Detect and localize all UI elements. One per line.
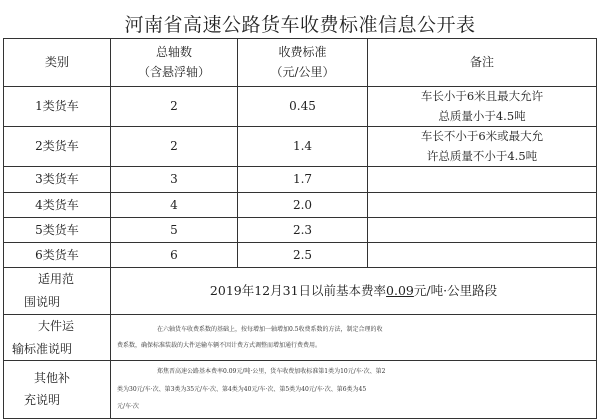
header-remarks: 备注	[368, 39, 597, 87]
row-category: 1类货车	[4, 87, 111, 127]
row-rate: 1.7	[238, 167, 368, 193]
table-row	[4, 87, 597, 127]
remark-line2: 许总质量不小于4.5吨	[426, 148, 538, 163]
remark-line1: 车长不小于6米或最大允	[420, 129, 544, 144]
other-text-line2: 类为30元/车·次、第3类为35元/车·次、第4类为40元/车·次、第5类为40元/车·次、第6类为45	[117, 385, 367, 393]
row-category: 5类货车	[4, 218, 111, 243]
scope-label	[4, 268, 111, 315]
row-remark	[368, 127, 597, 167]
scope-row	[4, 268, 597, 315]
other-text-line1: 郑焦晋高速公路基本费率0.09元/吨·公里，货车收费加收标准第1类为10元/车·次、第2	[157, 368, 386, 376]
header-rate-line2: （元/公里）	[270, 64, 335, 79]
scope-text-suffix: 元/吨·公里路段	[413, 282, 498, 298]
table-row	[4, 127, 597, 167]
table-row	[4, 193, 597, 218]
scope-text-prefix: 2019年12月31日以前基本费率	[209, 282, 387, 298]
scope-label-line1: 适用范	[38, 272, 75, 287]
header-category: 类别	[4, 39, 111, 87]
row-remark	[368, 87, 597, 127]
row-category: 2类货车	[4, 127, 111, 167]
table-row	[4, 167, 597, 193]
row-category: 4类货车	[4, 193, 111, 218]
table-row	[4, 218, 597, 243]
header-rate	[238, 39, 368, 87]
row-axles: 6	[111, 243, 238, 268]
header-axles-line1: 总轴数	[155, 45, 192, 60]
table-header-row	[4, 39, 597, 87]
oversize-row	[4, 314, 597, 361]
oversize-text-line2: 费系数，确保标准装载的大件运输车辆不因计费方式调整而增加通行费费用。	[117, 341, 322, 349]
oversize-label-line2: 输标准说明	[12, 341, 73, 356]
other-label-line2: 充说明	[24, 393, 61, 408]
oversize-text-line1: 在六轴货车收费系数的基础上，按每增加一轴增加0.5收费系数的方法，制定合理的收	[157, 325, 383, 333]
remark-line2: 总质量小于4.5吨	[438, 108, 526, 123]
row-axles: 2	[111, 87, 238, 127]
header-axles-line2: （含悬浮轴）	[137, 64, 210, 79]
row-rate: 1.4	[238, 127, 368, 167]
other-row	[4, 361, 597, 418]
oversize-label	[4, 314, 111, 361]
row-remark	[368, 193, 597, 218]
remark-line1: 车长小于6米且最大允许	[420, 89, 544, 103]
header-rate-line1: 收费标准	[278, 45, 327, 60]
row-axles: 2	[111, 127, 238, 167]
row-rate: 0.45	[238, 87, 368, 127]
other-label-line1: 其他补	[34, 370, 71, 385]
page-title: 河南省高速公路货车收费标准信息公开表	[124, 14, 476, 36]
toll-standard-table	[3, 38, 597, 419]
scope-label-line2: 围说明	[24, 294, 61, 309]
row-remark	[368, 167, 597, 193]
row-axles: 3	[111, 167, 238, 193]
other-label	[4, 361, 111, 418]
scope-rate: 0.09	[386, 282, 414, 298]
row-rate: 2.3	[238, 218, 368, 243]
scope-text	[111, 268, 597, 315]
row-rate: 2.5	[238, 243, 368, 268]
oversize-label-line1: 大件运	[38, 318, 75, 333]
row-category: 3类货车	[4, 167, 111, 193]
row-rate: 2.0	[238, 193, 368, 218]
table-row	[4, 243, 597, 268]
row-remark	[368, 218, 597, 243]
header-axles	[111, 39, 238, 87]
row-axles: 4	[111, 193, 238, 218]
row-category: 6类货车	[4, 243, 111, 268]
other-text	[111, 361, 597, 418]
row-axles: 5	[111, 218, 238, 243]
row-remark	[368, 243, 597, 268]
other-text-line3: 元/车·次	[117, 403, 139, 411]
oversize-text	[111, 314, 597, 361]
